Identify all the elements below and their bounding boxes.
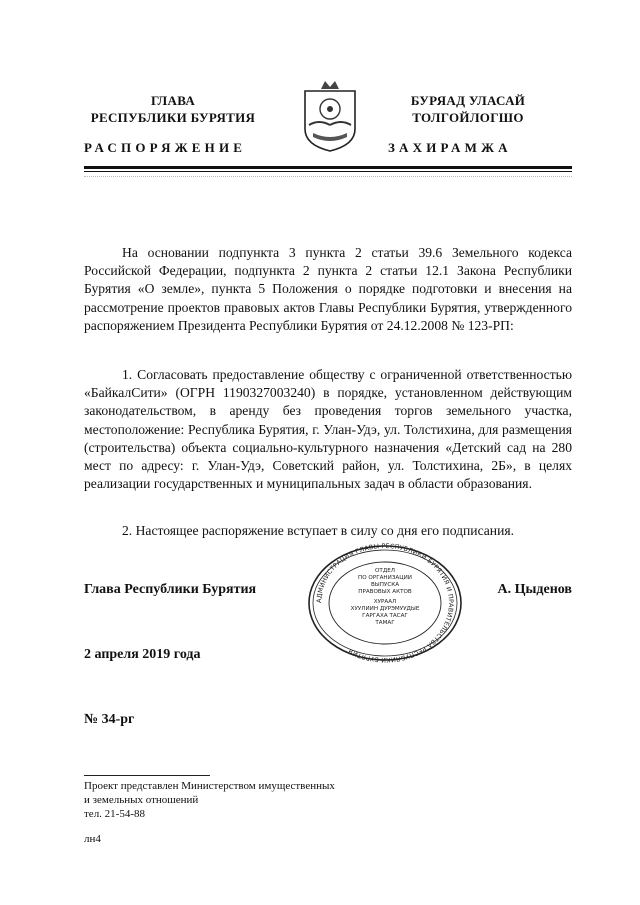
- seal-center-line: ОТДЕЛ: [375, 568, 395, 574]
- seal-center-line: ПО ОРГАНИЗАЦИИ: [358, 575, 412, 581]
- signature-date: 2 апреля 2019 года: [84, 647, 201, 662]
- item1-text: 1. Согласовать предоставление обществу с ограниченной ответственностью «БайкалСити» (ОГРН 1190327003240) в порядке, установленном действующим законодательством, в аренду без проведения торгов земельного участка, местоположение: Республика Бурятия, г. Улан-Удэ, ул. Толстихина, для размещения (строительства) объекта социально-культурного назначения «Детский сад на 280 мест по адресу: г. Улан-Удэ, Советский район, ул. Толстихина, 2Б», в целях реализации государственных и муниципальных задач в области образования.: [84, 367, 572, 492]
- seal-center-line: ВЫПУСКА: [370, 582, 400, 588]
- signature-name: А. Цыденов: [497, 582, 572, 597]
- emblem-crown: [321, 81, 339, 89]
- emblem-soyombo-dot: [327, 106, 333, 112]
- item1-paragraph: [84, 366, 572, 493]
- doc-type-right: ЗАХИРАМЖА: [388, 140, 512, 155]
- header-rule-thick: [84, 166, 572, 169]
- header-dotted-line: [84, 176, 572, 179]
- item2-paragraph: [84, 522, 572, 540]
- footer-line1: Проект представлен Министерством имущественных: [84, 780, 335, 792]
- header-rule-thin: [84, 171, 572, 172]
- seal-ring-textpath: АДМИНИСТРАЦИЯ ГЛАВЫ РЕСПУБЛИКИ БУРЯТИЯ И ПРАВИТЕЛЬСТВА РЕСПУБЛИКИ БУРЯТИЯ: [315, 543, 455, 663]
- header-left-line1: ГЛАВА: [150, 93, 196, 108]
- seal-center-line: ГАРГАХА ТАСАГ: [362, 613, 408, 619]
- doc-type-left: РАСПОРЯЖЕНИЕ: [84, 140, 247, 155]
- seal-center-line: ПРАВОВЫХ АКТОВ: [358, 589, 412, 595]
- header-left-line2: РЕСПУБЛИКИ БУРЯТИЯ: [90, 110, 256, 125]
- item2-text: 2. Настоящее распоряжение вступает в силу со дня его подписания.: [122, 523, 515, 538]
- coat-of-arms-emblem: [299, 79, 361, 153]
- footer-phone: тел. 21-54-88: [84, 808, 146, 820]
- preamble-text: На основании подпункта 3 пункта 2 статьи 39.6 Земельного кодекса Российской Федерации, подпункта 2 пункта 2 статьи 12.1 Закона Республики Бурятия «О земле», пункта 5 Положения о порядке подготовки и внесения на рассмотрение проектов правовых актов Главы Республики Бурятия, утвержденного распоряжением Президента Республики Бурятия от 24.12.2008 № 123-РП:: [84, 245, 572, 333]
- header-right-line1: БУРЯАД УЛАСАЙ: [410, 93, 526, 108]
- document-number: № 34-рг: [84, 712, 135, 727]
- footer-rule: [84, 775, 210, 776]
- footer-line2: и земельных отношений: [84, 794, 199, 806]
- header-right-line2: ТОЛГОЙЛОГШО: [412, 110, 524, 125]
- footer-code: лн4: [84, 833, 101, 845]
- official-seal-stamp: [306, 543, 464, 663]
- signature-position: Глава Республики Бурятия: [84, 582, 257, 597]
- emblem-shield-outline: [305, 91, 355, 151]
- seal-center-line: ХУУЛИИН ДУРЭМУУДЫЕ: [350, 606, 420, 612]
- seal-center-line: ХУРААЛ: [373, 599, 397, 605]
- preamble-paragraph: [84, 244, 572, 335]
- seal-center-line: ТАМАГ: [375, 620, 395, 626]
